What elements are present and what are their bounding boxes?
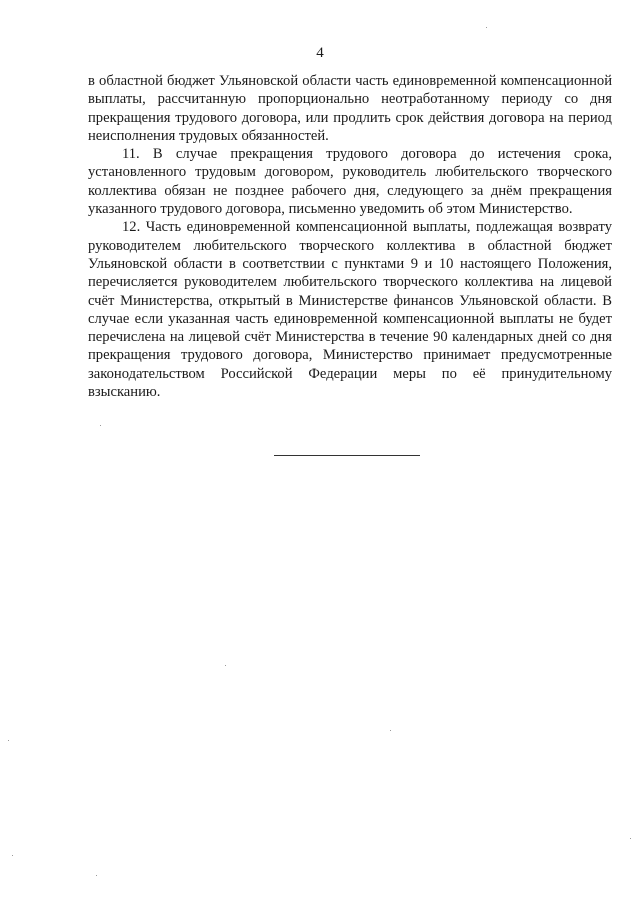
- paragraph-continuation: в областной бюджет Ульяновской области часть единовременной компенсационной выплаты, рассчитанную пропорционально неотработанному периоду со дня прекращения трудового договора, или продлить срок действия договора на период неисполнения трудовых обязанностей.: [88, 73, 612, 144]
- scan-speck: [12, 855, 13, 856]
- paragraph-clause-11: 11. В случае прекращения трудового договора до истечения срока, установленного трудовым договором, руководитель любительского творческого коллектива обязан не позднее рабочего дня, следующего за днём прекращения указанного трудового договора, письменно уведомить об этом Министерство.: [88, 146, 612, 218]
- scan-speck: [96, 875, 97, 876]
- scan-speck: [100, 425, 101, 426]
- paragraph-clause-12: 12. Часть единовременной компенсационной выплаты, подлежащая возврату руководителем любительского творческого коллектива в областной бюджет Ульяновской области в соответствии с пунктами 9 и 10 настоящего Положения, перечисляется руководителем любительского творческого коллектива на лицевой счёт Министерства, открытый в Министерстве финансов Ульяновской области. В случае если указанная часть единовременной компенсационной выплаты не будет перечислена на лицевой счёт Министерства в течение 90 календарных дней со дня прекращения трудового договора, Министерство принимает предусмотренные законодательством Российской Федерации меры по её принудительному взысканию.: [88, 219, 612, 401]
- page-number: 4: [316, 45, 324, 61]
- document-body: [88, 72, 612, 401]
- scan-speck: [225, 665, 226, 666]
- scan-speck: [486, 27, 487, 28]
- scan-speck: [630, 838, 631, 839]
- closing-rule: [274, 455, 420, 456]
- scan-speck: [390, 730, 391, 731]
- scan-speck: [8, 740, 9, 741]
